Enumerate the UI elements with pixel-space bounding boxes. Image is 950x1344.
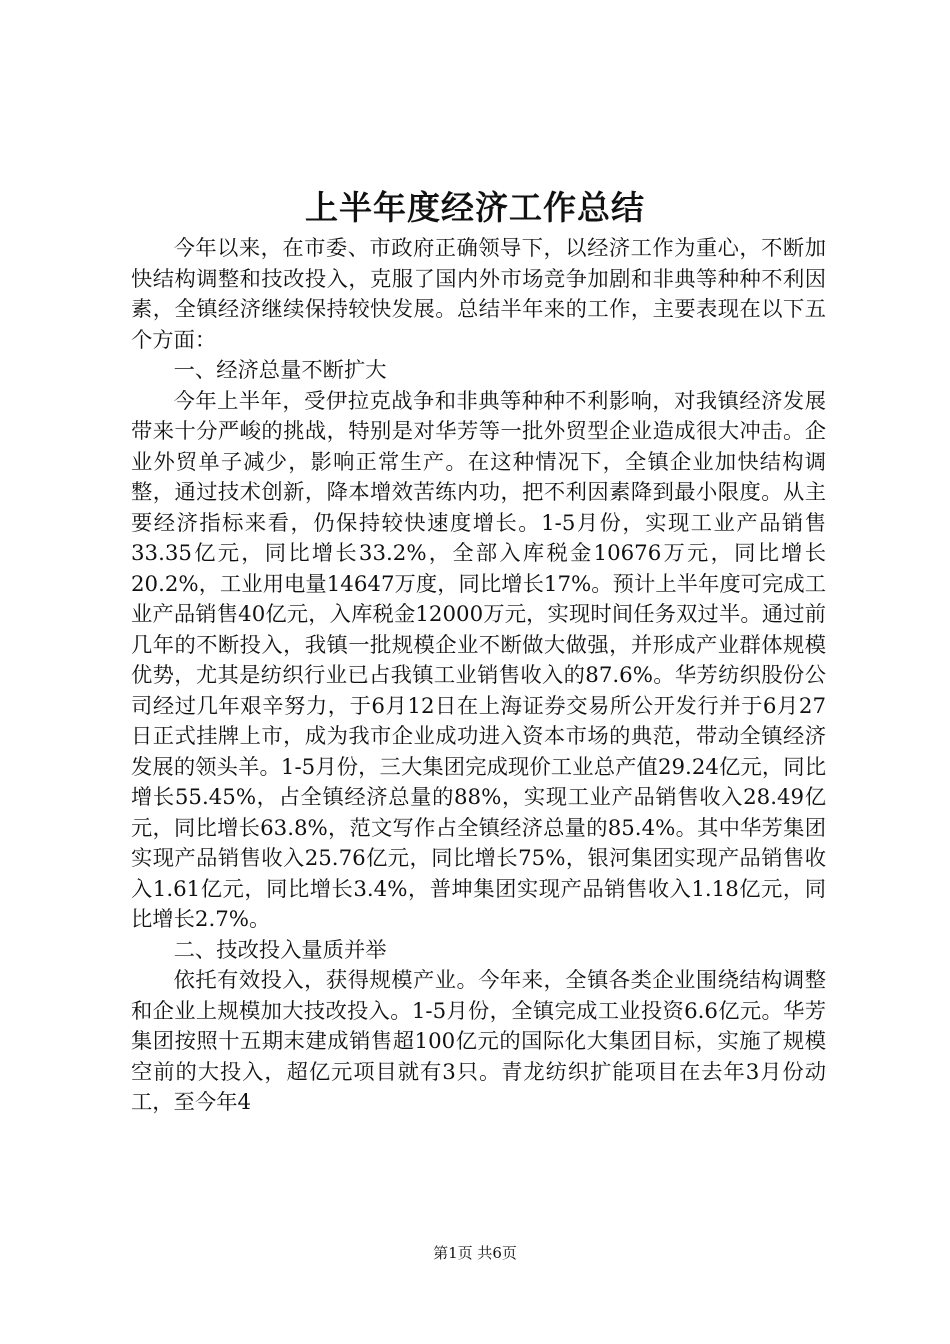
- paragraph-section-2: 依托有效投入，获得规模产业。今年来，全镇各类企业围绕结构调整和企业上规模加大技改投入。1-5月份，全镇完成工业投资6.6亿元。华芳集团按照十五期末建成销售超100亿元的国际化大集团目标，实施了规模空前的大投入，超亿元项目就有3只。青龙纺织扩能项目在去年3月份动工，至今年4: [131, 968, 826, 1115]
- paragraph-section-1: 今年上半年，受伊拉克战争和非典等种种不利影响，对我镇经济发展带来十分严峻的挑战，特别是对华芳等一批外贸型企业造成很大冲击。企业外贸单子减少，影响正常生产。在这种情况下，全镇企业加快结构调整，通过技术创新，降本增效苦练内功，把不利因素降到最小限度。从主要经济指标来看，仍保持较快速度增长。1-5月份，实现工业产品销售33.35亿元，同比增长33.2%，全部入库税金10676万元，同比增长20.2%，工业用电量14647万度，同比增长17%。预计上半年度可完成工业产品销售40亿元，入库税金12000万元，实现时间任务双过半。通过前几年的不断投入，我镇一批规模企业不断做大做强，并形成产业群体规模优势，尤其是纺织行业已占我镇工业销售收入的87.6%。华芳纺织股份公司经过几年艰辛努力，于6月12日在上海证券交易所公开发行并于6月27日正式挂牌上市，成为我市企业成功进入资本市场的典范，带动全镇经济发展的领头羊。1-5月份，三大集团完成现价工业总产值29.24亿元，同比增长55.45%，占全镇经济总量的88%，实现工业产品销售收入28.49亿元，同比增长63.8%，范文写作占全镇经济总量的85.4%。其中华芳集团实现产品销售收入25.76亿元，同比增长75%，银河集团实现产品销售收入1.61亿元，同比增长3.4%，普坤集团实现产品销售收入1.18亿元，同比增长2.7%。: [131, 388, 826, 932]
- document-body: [131, 234, 826, 1119]
- page-title: 上半年度经济工作总结: [305, 188, 645, 227]
- section-heading-1: 一、经济总量不断扩大: [173, 358, 387, 383]
- page-footer: 第1页 共6页: [433, 1244, 517, 1262]
- section-heading-2: 二、技改投入量质并举: [173, 937, 387, 963]
- paragraph-intro: 今年以来，在市委、市政府正确领导下，以经济工作为重心，不断加快结构调整和技改投入，克服了国内外市场竞争加剧和非典等种种不利因素，全镇经济继续保持较快发展。总结半年来的工作，主要表现在以下五个方面：: [131, 236, 826, 353]
